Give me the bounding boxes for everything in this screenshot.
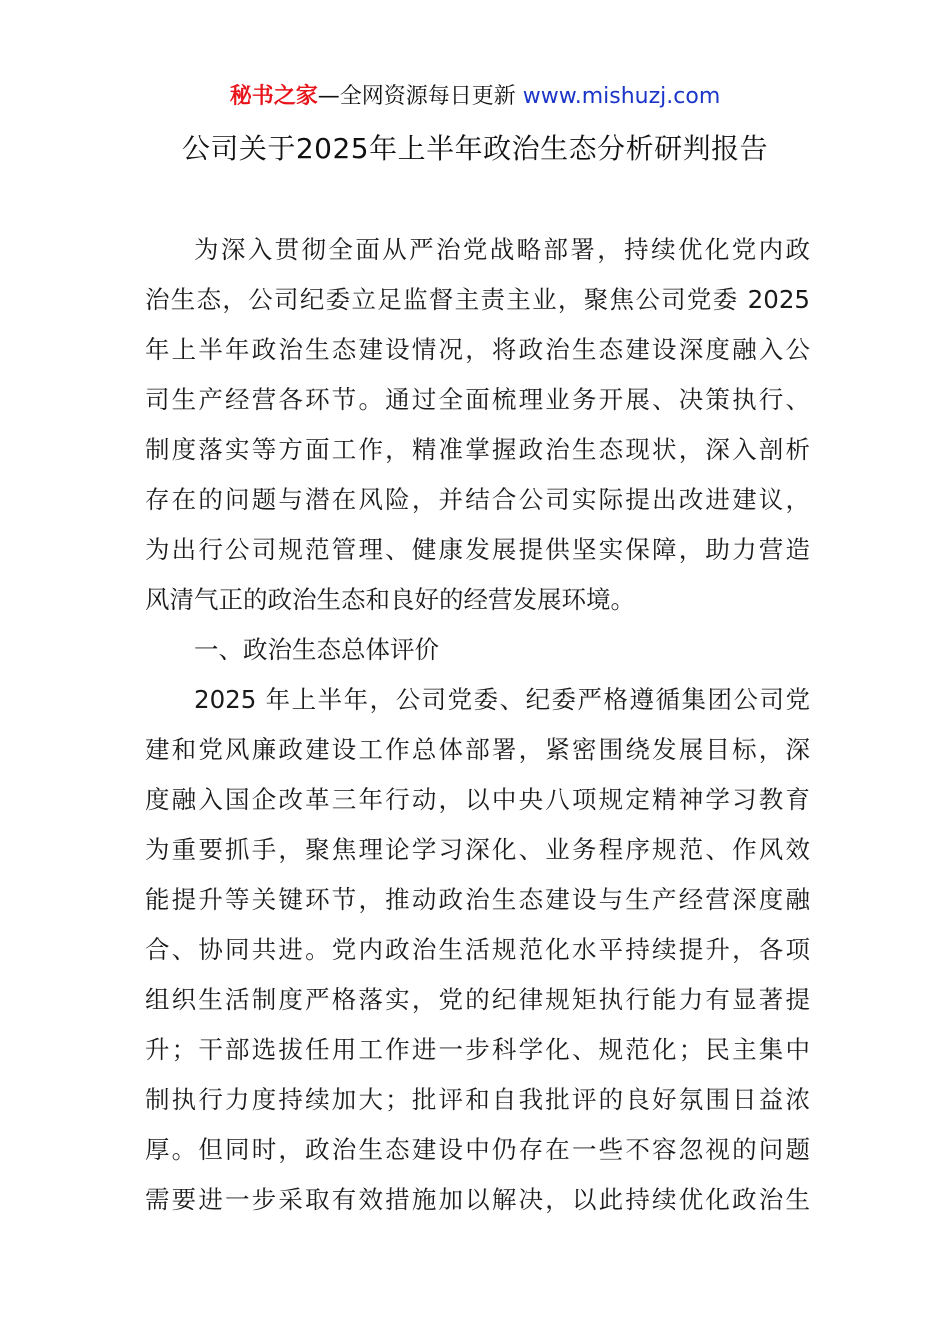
text-line: 司生产经营各环节。通过全面梳理业务开展、决策执行、 (145, 385, 810, 414)
text-line: 治生态，公司纪委立足监督主责主业，聚焦公司党委 2025 (145, 285, 810, 314)
text-line: 年上半年政治生态建设情况，将政治生态建设深度融入公 (145, 335, 810, 364)
site-header (0, 82, 950, 112)
text-line: 2025 年上半年，公司党委、纪委严格遵循集团公司党 (194, 685, 810, 714)
text-line: 建和党风廉政建设工作总体部署，紧密围绕发展目标，深 (145, 735, 810, 764)
text-line: 合、协同共进。党内政治生活规范化水平持续提升，各项 (145, 935, 810, 964)
text-line: 为出行公司规范管理、健康发展提供坚实保障，助力营造 (145, 535, 810, 564)
paragraph-evaluation (145, 675, 810, 1225)
site-tagline: —全网资源每日更新 (317, 84, 523, 109)
text-line: 为重要抓手，聚焦理论学习深化、业务程序规范、作风效 (145, 835, 810, 864)
text-line: 风清气正的政治生态和良好的经营发展环境。 (145, 585, 635, 614)
text-line: 存在的问题与潜在风险，并结合公司实际提出改进建议， (145, 485, 810, 514)
text-line: 制度落实等方面工作，精准掌握政治生态现状，深入剖析 (145, 435, 810, 464)
text-line: 组织生活制度严格落实，党的纪律规矩执行能力有显著提 (145, 985, 810, 1014)
site-brand: 秘书之家 (229, 84, 318, 109)
paragraph-intro (145, 225, 810, 625)
text-line: 能提升等关键环节，推动政治生态建设与生产经营深度融 (145, 885, 810, 914)
text-line: 升；干部选拔任用工作进一步科学化、规范化；民主集中 (145, 1035, 810, 1064)
text-line: 度融入国企改革三年行动，以中央八项规定精神学习教育 (145, 785, 810, 814)
text-line: 厚。但同时，政治生态建设中仍存在一些不容忽视的问题 (145, 1135, 810, 1164)
text-line: 需要进一步采取有效措施加以解决，以此持续优化政治生 (145, 1185, 810, 1214)
section-heading (145, 625, 810, 675)
text-line: 制执行力度持续加大；批评和自我批评的良好氛围日益浓 (145, 1085, 810, 1114)
section-heading-text: 一、政治生态总体评价 (194, 635, 439, 664)
text-line: 为深入贯彻全面从严治党战略部署，持续优化党内政 (194, 235, 810, 264)
site-url-link[interactable]: www.mishuzj.com (522, 84, 721, 109)
document-title: 公司关于2025年上半年政治生态分析研判报告 (181, 132, 769, 165)
document-body (145, 225, 810, 1225)
